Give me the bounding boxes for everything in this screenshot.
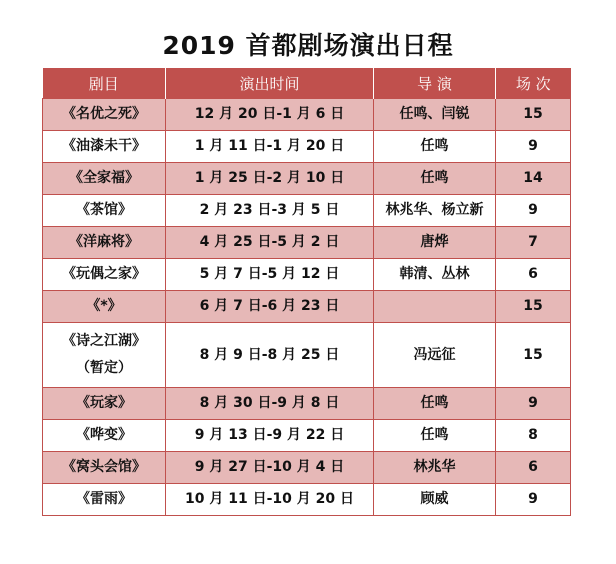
- count-cell: 15: [496, 291, 571, 323]
- dates-cell: 8 月 9 日-8 月 25 日: [166, 323, 374, 388]
- dates-cell: 10 月 11 日-10 月 20 日: [166, 484, 374, 516]
- play-cell: 《名优之死》: [43, 99, 166, 131]
- director-cell: 任鸣: [374, 420, 496, 452]
- column-header-director: 导 演: [374, 68, 496, 99]
- table-row: [43, 227, 571, 259]
- count-cell: 6: [496, 259, 571, 291]
- director-cell: 唐烨: [374, 227, 496, 259]
- play-note: （暂定）: [76, 360, 132, 376]
- count-cell: 6: [496, 452, 571, 484]
- table-row: [43, 323, 571, 388]
- director-cell: 任鸣: [374, 131, 496, 163]
- table-row: [43, 163, 571, 195]
- count-cell: 9: [496, 484, 571, 516]
- director-cell: 林兆华、杨立新: [374, 195, 496, 227]
- table-header-row: [43, 68, 571, 99]
- dates-cell: 1 月 25 日-2 月 10 日: [166, 163, 374, 195]
- director-cell: 任鸣: [374, 388, 496, 420]
- dates-cell: 8 月 30 日-9 月 8 日: [166, 388, 374, 420]
- schedule-table: [42, 68, 571, 516]
- count-cell: 15: [496, 323, 571, 388]
- play-cell: 《洋麻将》: [43, 227, 166, 259]
- table-row: [43, 259, 571, 291]
- director-cell: 任鸣: [374, 163, 496, 195]
- page-title: 2019 首都剧场演出日程: [162, 31, 454, 60]
- dates-cell: 6 月 7 日-6 月 23 日: [166, 291, 374, 323]
- play-cell: 《哗变》: [43, 420, 166, 452]
- dates-cell: 1 月 11 日-1 月 20 日: [166, 131, 374, 163]
- play-cell: [43, 323, 166, 388]
- dates-cell: 12 月 20 日-1 月 6 日: [166, 99, 374, 131]
- table-row: [43, 131, 571, 163]
- column-header-play: 剧目: [43, 68, 166, 99]
- table-row: [43, 99, 571, 131]
- director-cell: 任鸣、闫锐: [374, 99, 496, 131]
- dates-cell: 2 月 23 日-3 月 5 日: [166, 195, 374, 227]
- table-row: [43, 195, 571, 227]
- column-header-dates: 演出时间: [166, 68, 374, 99]
- director-cell: 林兆华: [374, 452, 496, 484]
- play-cell: 《*》: [43, 291, 166, 323]
- director-cell: 韩清、丛林: [374, 259, 496, 291]
- play-cell: 《玩偶之家》: [43, 259, 166, 291]
- director-cell: [374, 291, 496, 323]
- play-cell: 《全家福》: [43, 163, 166, 195]
- play-title: 《诗之江湖》: [62, 333, 146, 350]
- count-cell: 9: [496, 195, 571, 227]
- play-cell: 《雷雨》: [43, 484, 166, 516]
- play-cell: 《油漆未干》: [43, 131, 166, 163]
- director-cell: 冯远征: [374, 323, 496, 388]
- director-cell: 顾威: [374, 484, 496, 516]
- count-cell: 15: [496, 99, 571, 131]
- count-cell: 9: [496, 388, 571, 420]
- table-row: [43, 452, 571, 484]
- count-cell: 7: [496, 227, 571, 259]
- table-row: [43, 291, 571, 323]
- play-cell: 《玩家》: [43, 388, 166, 420]
- table-row: [43, 420, 571, 452]
- dates-cell: 4 月 25 日-5 月 2 日: [166, 227, 374, 259]
- count-cell: 14: [496, 163, 571, 195]
- dates-cell: 5 月 7 日-5 月 12 日: [166, 259, 374, 291]
- play-cell: 《窝头会馆》: [43, 452, 166, 484]
- count-cell: 9: [496, 131, 571, 163]
- play-cell: 《茶馆》: [43, 195, 166, 227]
- column-header-count: 场 次: [496, 68, 571, 99]
- table-row: [43, 484, 571, 516]
- dates-cell: 9 月 27 日-10 月 4 日: [166, 452, 374, 484]
- dates-cell: 9 月 13 日-9 月 22 日: [166, 420, 374, 452]
- count-cell: 8: [496, 420, 571, 452]
- table-row: [43, 388, 571, 420]
